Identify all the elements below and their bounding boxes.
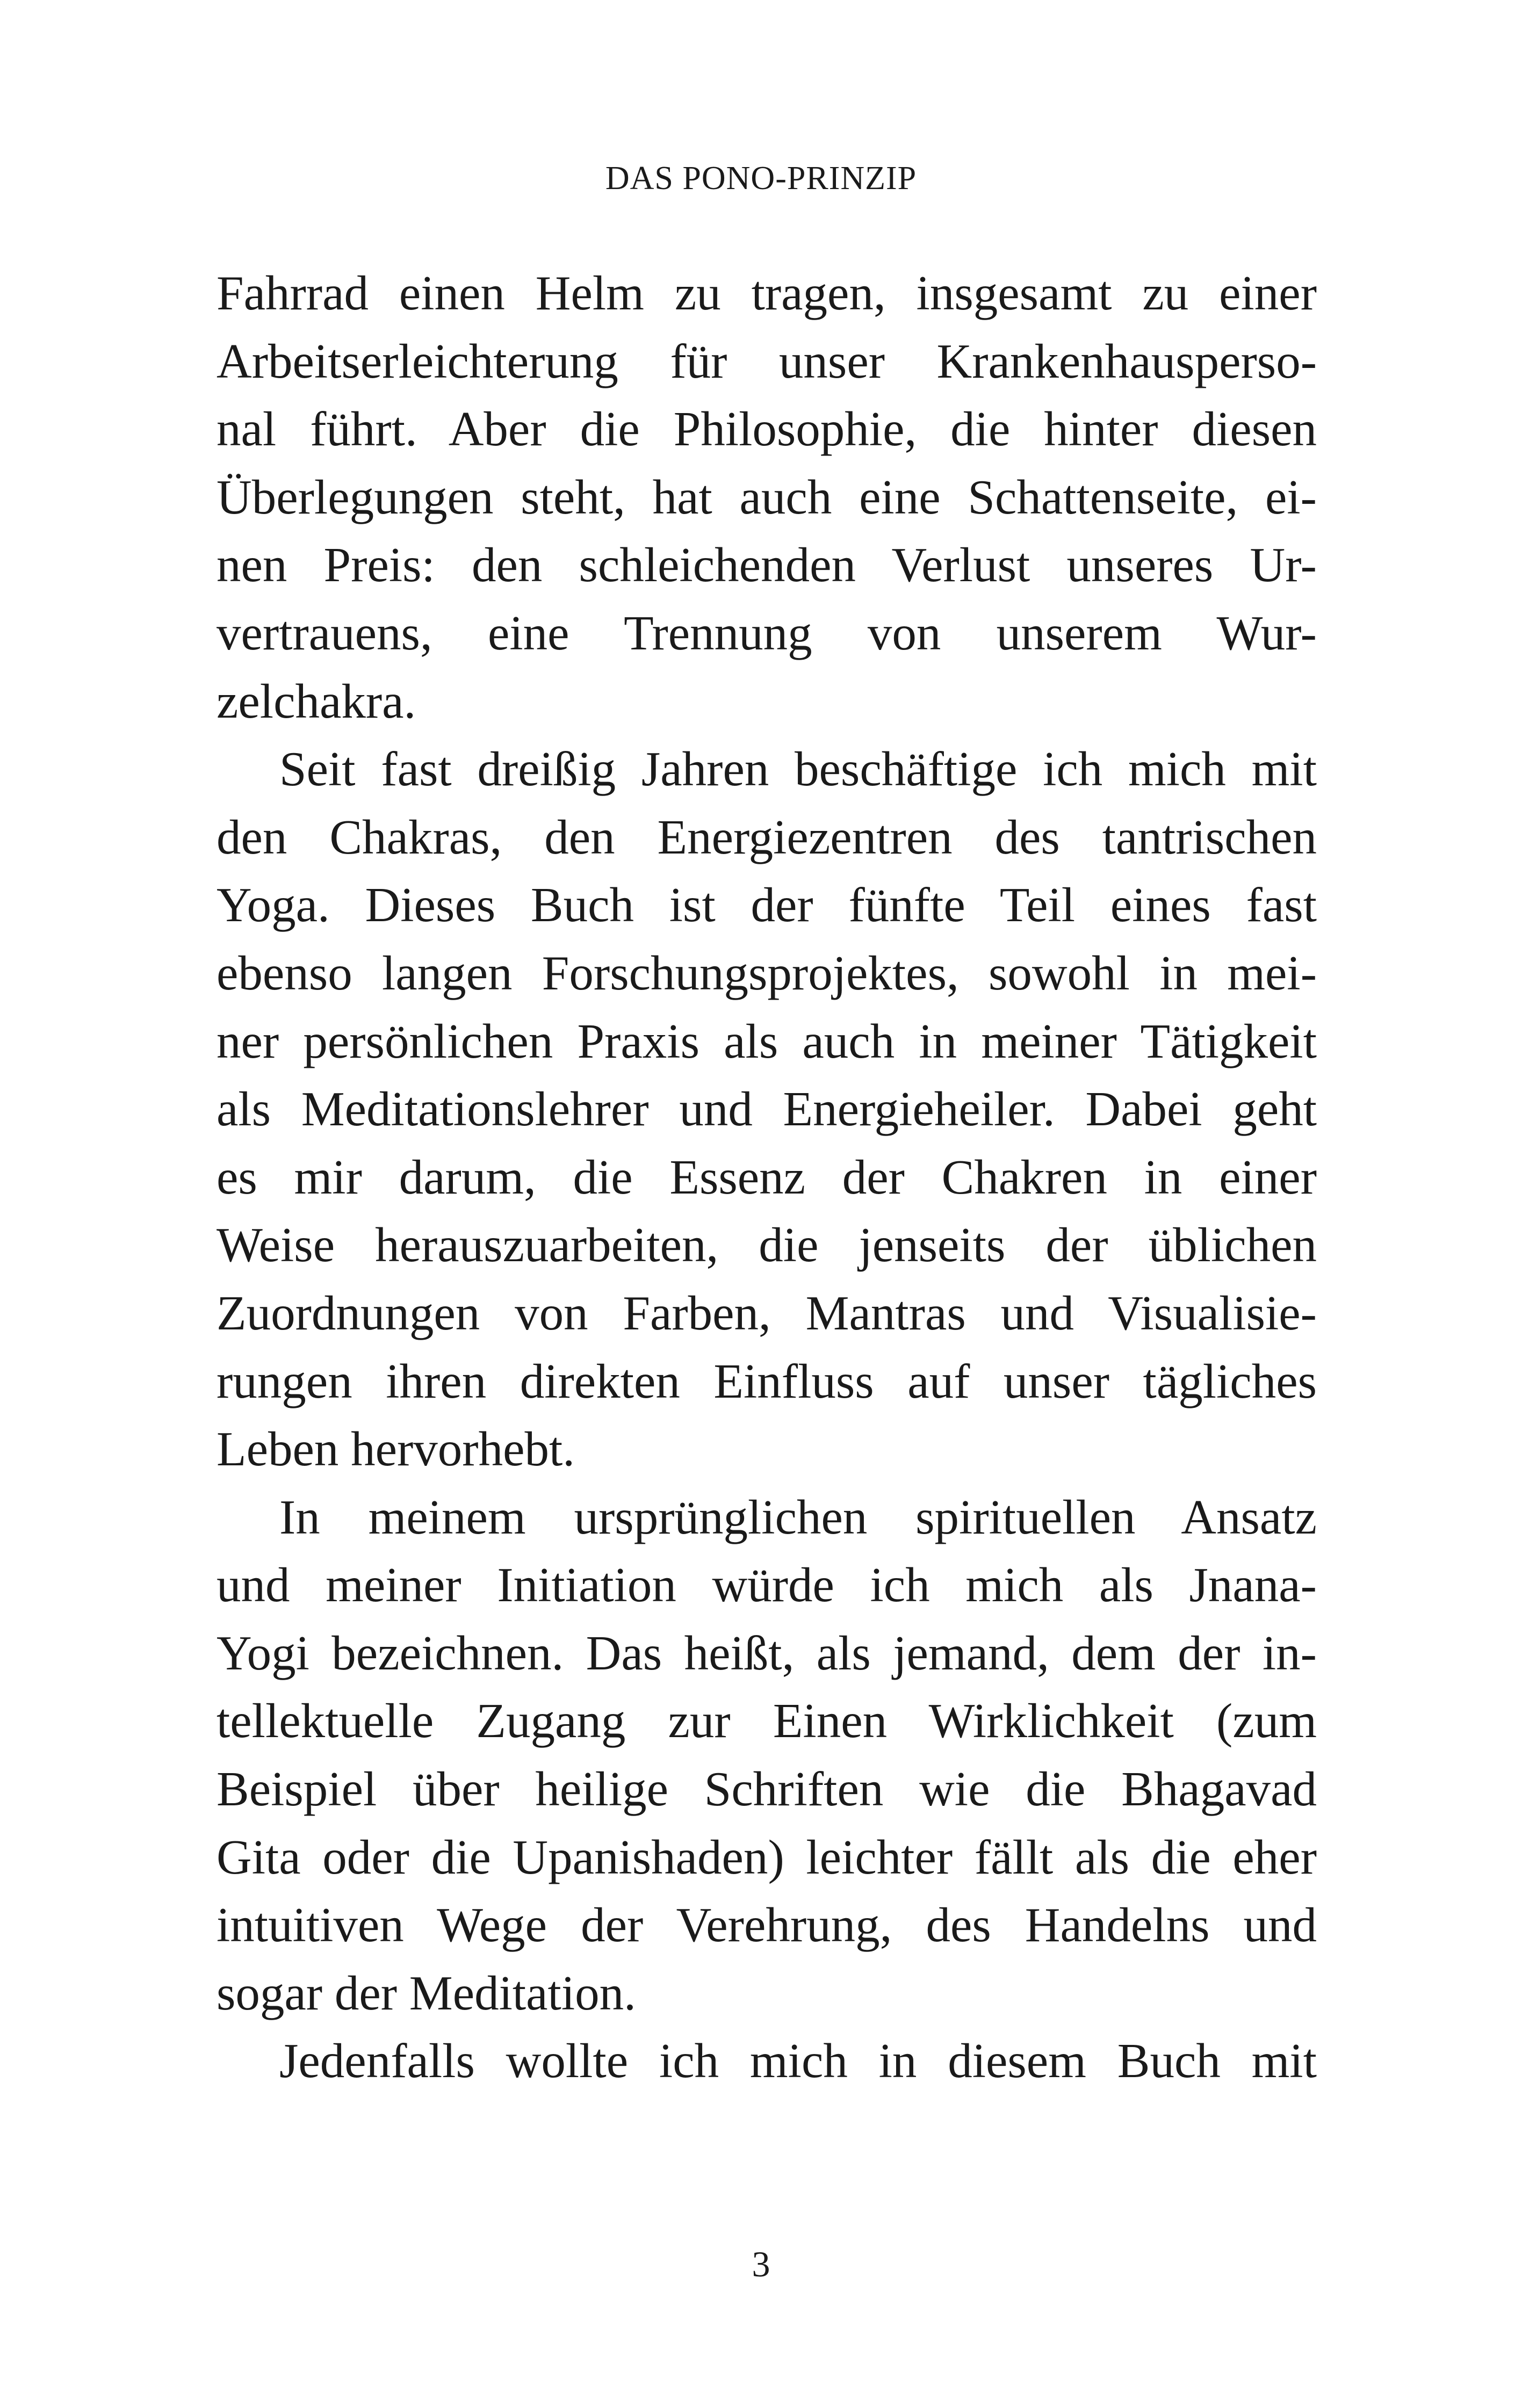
text-line: als Meditationslehrer und Energieheiler. Dabei geht	[217, 1082, 1317, 1137]
text-line: Zuordnungen von Farben, Mantras und Visualisie-	[217, 1285, 1317, 1340]
page-number: 3	[752, 2244, 770, 2284]
text-line: nal führt. Aber die Philosophie, die hinter diesen	[217, 402, 1317, 457]
text-line: Gita oder die Upanishaden) leichter fällt als die eher	[217, 1829, 1317, 1884]
text-line: ebenso langen Forschungsprojektes, sowohl in mei-	[217, 945, 1317, 1000]
text-line: ner persönlichen Praxis als auch in meiner Tätigkeit	[217, 1014, 1317, 1068]
text-line: Yoga. Dieses Buch ist der fünfte Teil eines fast	[217, 878, 1317, 932]
text-line: und meiner Initiation würde ich mich als Jnana-	[217, 1558, 1317, 1612]
text-line: Weise herauszuarbeiten, die jenseits der üblichen	[217, 1218, 1317, 1272]
text-line: tellektuelle Zugang zur Einen Wirklichkeit (zum	[217, 1694, 1317, 1748]
running-head: DAS PONO-PRINZIP	[605, 160, 917, 197]
text-line: zelchakra.	[217, 674, 416, 728]
text-line: vertrauens, eine Trennung von unserem Wur-	[217, 605, 1317, 660]
text-line: es mir darum, die Essenz der Chakren in einer	[217, 1149, 1317, 1204]
text-line: den Chakras, den Energiezentren des tantrischen	[217, 809, 1317, 864]
text-line: Yogi bezeichnen. Das heißt, als jemand, dem der in-	[217, 1625, 1317, 1680]
paragraph-first-line: Seit fast dreißig Jahren beschäftige ich mich mit	[279, 742, 1317, 797]
paragraph-first-line: Jedenfalls wollte ich mich in diesem Buch mit	[279, 2034, 1317, 2088]
text-line: rungen ihren direkten Einfluss auf unser tägliches	[217, 1354, 1317, 1408]
text-line: Arbeitserleichterung für unser Krankenhausperso-	[217, 334, 1317, 388]
text-line: nen Preis: den schleichenden Verlust unseres Ur-	[217, 538, 1317, 592]
text-line: sogar der Meditation.	[217, 1965, 636, 2020]
text-line: Leben hervorhebt.	[217, 1422, 575, 1477]
text-line: Fahrrad einen Helm zu tragen, insgesamt zu einer	[217, 266, 1317, 320]
text-line: Überlegungen steht, hat auch eine Schattenseite, ei-	[217, 469, 1317, 524]
text-line: Beispiel über heilige Schriften wie die Bhagavad	[217, 1762, 1317, 1817]
text-line: intuitiven Wege der Verehrung, des Handelns und	[217, 1898, 1317, 1953]
body-text	[217, 259, 1317, 2095]
paragraph-first-line: In meinem ursprünglichen spirituellen Ansatz	[279, 1489, 1317, 1544]
